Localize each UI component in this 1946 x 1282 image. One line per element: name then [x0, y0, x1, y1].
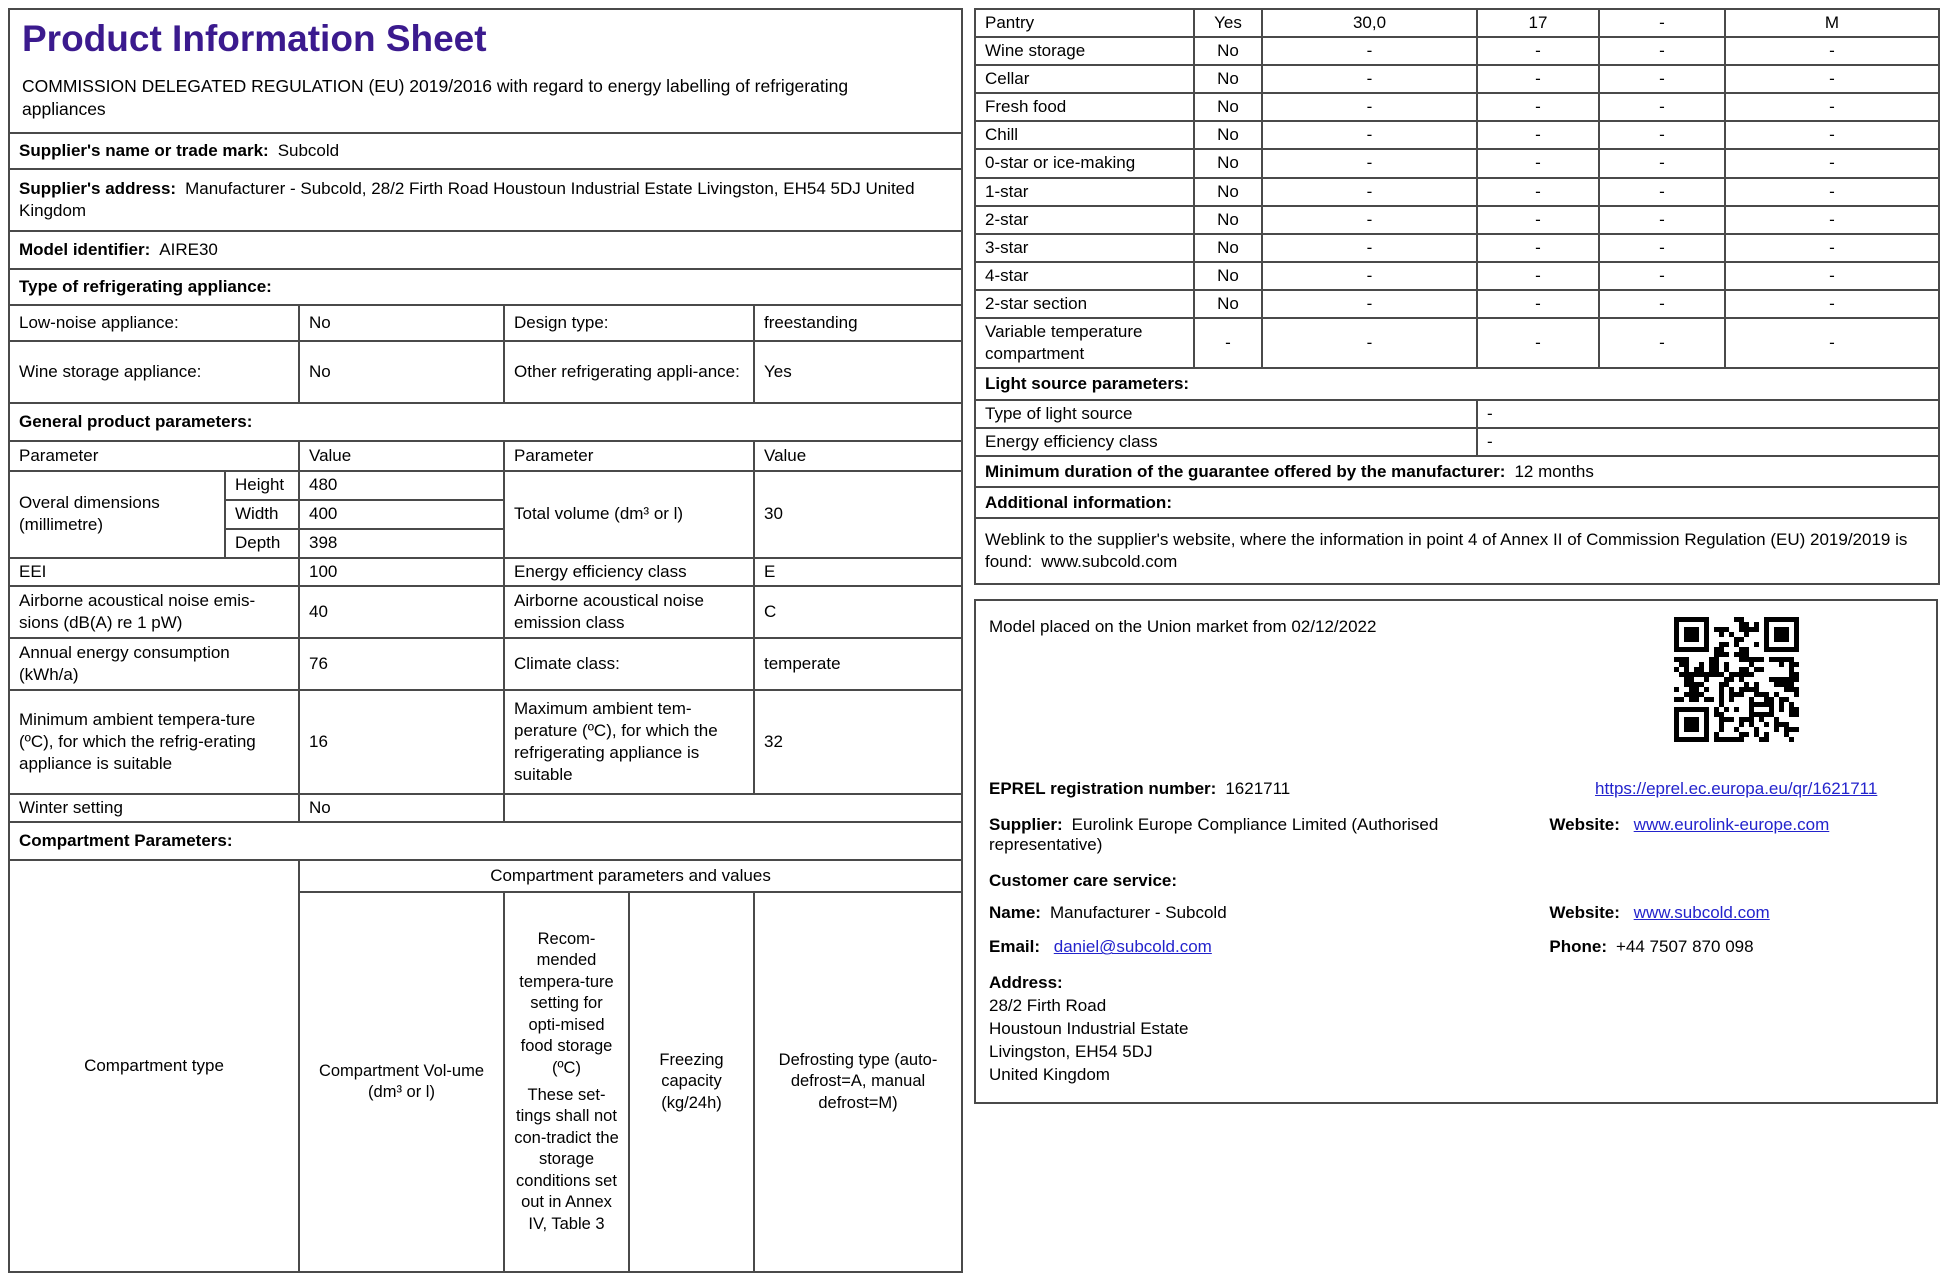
- compartment-freezing: -: [1599, 206, 1725, 234]
- eurolink-website: [1549, 815, 1923, 855]
- min-ambient-value: 16: [299, 690, 504, 794]
- supplier-address-value: Manufacturer - Subcold, 28/2 Firth Road Houstoun Industrial Estate Livingston, EH54 5DJ United Kingdom: [19, 178, 915, 220]
- table-row: [9, 305, 962, 341]
- product-info-table: [8, 8, 963, 1273]
- table-row: [9, 586, 962, 638]
- compartment-defrost: -: [1725, 178, 1939, 206]
- general-heading: General product parameters:: [9, 403, 962, 441]
- compartment-name: 2-star: [975, 206, 1194, 234]
- supplier-name-row: [9, 133, 962, 169]
- table-row: [9, 794, 962, 822]
- title-cell: [9, 9, 962, 133]
- phone-label: Phone:: [1549, 937, 1607, 957]
- address-line: Livingston, EH54 5DJ: [989, 1042, 1153, 1062]
- weblink-label: Weblink to the supplier's website, where the information in point 4 of Annex II of Commission Regulation (EU) 2019/2019 is found:: [985, 530, 1908, 572]
- compartment-temp: -: [1477, 318, 1599, 368]
- max-ambient-label: Maximum ambient tem-perature (ºC), for which the refrigerating appliance is suitable: [504, 690, 754, 794]
- regulation-text: COMMISSION DELEGATED REGULATION (EU) 2019/2016 with regard to energy labelling of refrigerating appliances: [22, 75, 849, 120]
- supplier-representative: [989, 815, 1549, 855]
- compartment-freezing: -: [1599, 9, 1725, 37]
- compartment-name: Pantry: [975, 9, 1194, 37]
- model-identifier-value: AIRE30: [159, 239, 218, 259]
- low-noise-label: Low-noise appliance:: [9, 305, 299, 341]
- compartment-freezing: -: [1599, 318, 1725, 368]
- table-row: [975, 121, 1939, 149]
- compartment-present: No: [1194, 178, 1262, 206]
- light-class-label: Energy efficiency class: [975, 428, 1477, 456]
- light-class-value: -: [1477, 428, 1939, 456]
- compartment-temp: -: [1477, 234, 1599, 262]
- recommended-temp-header-part2: These set-tings shall not con-tradict the storage conditions set out in Annex IV, Table 3: [514, 1085, 619, 1233]
- light-type-label: Type of light source: [975, 400, 1477, 428]
- address-line: United Kingdom: [989, 1065, 1110, 1085]
- compartment-name: Chill: [975, 121, 1194, 149]
- freezing-capacity-header: Freezing capacity (kg/24h): [629, 892, 754, 1272]
- column-header-parameter: Parameter: [504, 441, 754, 471]
- table-row: [975, 149, 1939, 177]
- compartment-heading-row: [9, 822, 962, 860]
- guarantee-value: 12 months: [1514, 461, 1594, 481]
- title-row: [9, 9, 962, 133]
- compartment-volume: -: [1262, 234, 1477, 262]
- table-row: [975, 318, 1939, 368]
- compartment-defrost: -: [1725, 65, 1939, 93]
- noise-value: 40: [299, 586, 504, 638]
- eurolink-website-link[interactable]: www.eurolink-europe.com: [1633, 815, 1830, 835]
- placed-on-market-text: Model placed on the Union market from 02/12/2022: [989, 617, 1377, 637]
- type-heading-row: [9, 269, 962, 305]
- page-title: Product Information Sheet: [22, 18, 487, 59]
- compartment-name: 1-star: [975, 178, 1194, 206]
- eprel-link[interactable]: https://eprel.ec.europa.eu/qr/1621711: [1595, 779, 1878, 799]
- right-column: [974, 8, 1938, 1104]
- eprel-value: 1621711: [1225, 779, 1291, 799]
- table-row: [9, 471, 962, 500]
- other-appliance-label: Other refrigerating appli-ance:: [504, 341, 754, 403]
- noise-class-label: Airborne acoustical noise emission class: [504, 586, 754, 638]
- depth-value: 398: [299, 529, 504, 558]
- compartment-volume: -: [1262, 206, 1477, 234]
- energy-class-value: E: [754, 558, 962, 586]
- table-row: [975, 206, 1939, 234]
- total-volume-label: Total volume (dm³ or l): [504, 471, 754, 558]
- additional-info-heading: Additional information:: [975, 487, 1939, 518]
- energy-class-label: Energy efficiency class: [504, 558, 754, 586]
- guarantee-row: [975, 456, 1939, 487]
- supplier-name-label: Supplier's name or trade mark:: [19, 140, 269, 160]
- website-label: Website:: [1549, 815, 1620, 835]
- type-heading: Type of refrigerating appliance:: [9, 269, 962, 305]
- dimensions-label: Overal dimensions (millimetre): [9, 471, 225, 558]
- table-row: [975, 234, 1939, 262]
- customer-care-heading: Customer care service:: [989, 871, 1178, 891]
- compartment-present: No: [1194, 93, 1262, 121]
- compartment-present: No: [1194, 121, 1262, 149]
- table-row: [975, 400, 1939, 428]
- address-label: Address:: [989, 973, 1063, 993]
- width-value: 400: [299, 500, 504, 529]
- table-row: [975, 37, 1939, 65]
- compartment-freezing: -: [1599, 290, 1725, 318]
- defrosting-type-header: Defrosting type (auto-defrost=A, manual defrost=M): [754, 892, 962, 1272]
- noise-label: Airborne acoustical noise emis-sions (dB(A) re 1 pW): [9, 586, 299, 638]
- compartment-name: 2-star section: [975, 290, 1194, 318]
- address-line: Houstoun Industrial Estate: [989, 1019, 1189, 1039]
- table-row: [975, 262, 1939, 290]
- compartment-defrost: -: [1725, 93, 1939, 121]
- table-row: [975, 178, 1939, 206]
- supplier-name-value: Subcold: [277, 140, 340, 160]
- column-header-parameter: Parameter: [9, 441, 299, 471]
- table-row: [9, 558, 962, 586]
- annual-energy-value: 76: [299, 638, 504, 690]
- recommended-temp-header-part1: Recom-mended tempera-ture setting for opti-mised food storage (ºC): [519, 929, 614, 1077]
- compartment-present: No: [1194, 234, 1262, 262]
- supplier-address-label: Supplier's address:: [19, 178, 177, 198]
- compartment-present: Yes: [1194, 9, 1262, 37]
- compartment-volume-header: Compartment Vol-ume (dm³ or l): [299, 892, 504, 1272]
- left-column: [8, 8, 961, 1273]
- compartment-temp: 17: [1477, 9, 1599, 37]
- compartment-volume: -: [1262, 178, 1477, 206]
- compartment-defrost: -: [1725, 318, 1939, 368]
- compartment-freezing: -: [1599, 37, 1725, 65]
- width-label: Width: [225, 500, 299, 529]
- model-identifier-label: Model identifier:: [19, 239, 151, 259]
- compartment-temp: -: [1477, 149, 1599, 177]
- supplier-address-row: [9, 169, 962, 231]
- compartment-freezing: -: [1599, 234, 1725, 262]
- wine-storage-value: No: [299, 341, 504, 403]
- weblink-row: [975, 518, 1939, 584]
- compartment-name: 0-star or ice-making: [975, 149, 1194, 177]
- weblink-cell: [975, 518, 1939, 584]
- compartment-defrost: -: [1725, 37, 1939, 65]
- table-row: [9, 341, 962, 403]
- design-type-value: freestanding: [754, 305, 962, 341]
- compartment-name: Cellar: [975, 65, 1194, 93]
- compartment-present: No: [1194, 37, 1262, 65]
- care-name: [989, 903, 1549, 923]
- compartment-temp: -: [1477, 93, 1599, 121]
- winter-setting-label: Winter setting: [9, 794, 299, 822]
- column-header-value: Value: [299, 441, 504, 471]
- name-label: Name:: [989, 903, 1041, 923]
- compartment-volume: -: [1262, 318, 1477, 368]
- design-type-label: Design type:: [504, 305, 754, 341]
- phone-value: +44 7507 870 098: [1616, 937, 1754, 957]
- compartment-defrost: M: [1725, 9, 1939, 37]
- compartment-temp: -: [1477, 37, 1599, 65]
- light-source-heading-row: [975, 368, 1939, 400]
- compartment-volume: -: [1262, 262, 1477, 290]
- table-row: [975, 9, 1939, 37]
- compartment-present: No: [1194, 290, 1262, 318]
- supplier-label: Supplier:: [989, 815, 1063, 835]
- compartment-temp: -: [1477, 290, 1599, 318]
- low-noise-value: No: [299, 305, 504, 341]
- compartment-volume: -: [1262, 290, 1477, 318]
- table-row: [975, 93, 1939, 121]
- compartment-present: No: [1194, 262, 1262, 290]
- compartment-present: -: [1194, 318, 1262, 368]
- climate-class-value: temperate: [754, 638, 962, 690]
- guarantee-cell: [975, 456, 1939, 487]
- market-info-box: [974, 599, 1938, 1104]
- compartment-volume: -: [1262, 93, 1477, 121]
- compartment-temp: -: [1477, 262, 1599, 290]
- compartment-present: No: [1194, 149, 1262, 177]
- supplier-address-cell: [9, 169, 962, 231]
- compartment-defrost: -: [1725, 206, 1939, 234]
- general-heading-row: [9, 403, 962, 441]
- compartment-freezing: -: [1599, 178, 1725, 206]
- qr-code-icon: [1674, 617, 1799, 747]
- table-row: [975, 65, 1939, 93]
- subcold-website: [1549, 903, 1923, 923]
- compartment-temp: -: [1477, 65, 1599, 93]
- min-ambient-label: Minimum ambient tempera-ture (ºC), for which the refrig-erating appliance is suitable: [9, 690, 299, 794]
- compartment-type-header: Compartment type: [9, 860, 299, 1272]
- compartment-volume: 30,0: [1262, 9, 1477, 37]
- wine-storage-label: Wine storage appliance:: [9, 341, 299, 403]
- website-label: Website:: [1549, 903, 1620, 923]
- email-label: Email:: [989, 937, 1041, 957]
- care-phone: [1549, 937, 1923, 957]
- winter-setting-value: No: [299, 794, 504, 822]
- compartment-volume: -: [1262, 149, 1477, 177]
- compartment-freezing: -: [1599, 121, 1725, 149]
- compartment-name: 3-star: [975, 234, 1194, 262]
- compartment-freezing: -: [1599, 149, 1725, 177]
- additional-info-heading-row: [975, 487, 1939, 518]
- climate-class-label: Climate class:: [504, 638, 754, 690]
- compartment-span-header: Compartment parameters and values: [299, 860, 962, 892]
- table-row: [975, 290, 1939, 318]
- light-source-heading: Light source parameters:: [975, 368, 1939, 400]
- eei-value: 100: [299, 558, 504, 586]
- table-row: [975, 428, 1939, 456]
- table-row: [9, 690, 962, 794]
- compartment-present: No: [1194, 206, 1262, 234]
- compartment-temp: -: [1477, 178, 1599, 206]
- compartment-defrost: -: [1725, 121, 1939, 149]
- care-email: [989, 937, 1549, 957]
- guarantee-label: Minimum duration of the guarantee offered by the manufacturer:: [985, 461, 1506, 481]
- empty-cell: [504, 794, 962, 822]
- weblink-value: www.subcold.com: [1041, 552, 1178, 572]
- compartment-name: 4-star: [975, 262, 1194, 290]
- address-line: 28/2 Firth Road: [989, 996, 1107, 1016]
- light-type-value: -: [1477, 400, 1939, 428]
- model-identifier-row: [9, 231, 962, 269]
- supplier-value: Eurolink Europe Compliance Limited (Authorised representative): [989, 815, 1439, 855]
- eprel-registration: [989, 779, 1549, 799]
- compartment-present: No: [1194, 65, 1262, 93]
- name-value: Manufacturer - Subcold: [1049, 903, 1227, 923]
- noise-class-value: C: [754, 586, 962, 638]
- other-appliance-value: Yes: [754, 341, 962, 403]
- compartment-freezing: -: [1599, 65, 1725, 93]
- compartment-temp: -: [1477, 121, 1599, 149]
- compartment-span-header-row: [9, 860, 962, 892]
- compartment-volume: -: [1262, 65, 1477, 93]
- compartment-name: Variable temperature compartment: [975, 318, 1194, 368]
- depth-label: Depth: [225, 529, 299, 558]
- compartment-defrost: -: [1725, 262, 1939, 290]
- compartment-volume: -: [1262, 37, 1477, 65]
- height-label: Height: [225, 471, 299, 500]
- subcold-website-link[interactable]: www.subcold.com: [1633, 903, 1770, 923]
- compartment-freezing: -: [1599, 262, 1725, 290]
- eprel-label: EPREL registration number:: [989, 779, 1217, 799]
- model-identifier-cell: [9, 231, 962, 269]
- max-ambient-value: 32: [754, 690, 962, 794]
- compartment-defrost: -: [1725, 290, 1939, 318]
- email-link[interactable]: daniel@subcold.com: [1053, 937, 1212, 957]
- compartment-freezing: -: [1599, 93, 1725, 121]
- compartment-name: Fresh food: [975, 93, 1194, 121]
- compartment-volume: -: [1262, 121, 1477, 149]
- compartment-defrost: -: [1725, 149, 1939, 177]
- annual-energy-label: Annual energy consumption (kWh/a): [9, 638, 299, 690]
- param-header-row: [9, 441, 962, 471]
- column-header-value: Value: [754, 441, 962, 471]
- table-row: [9, 638, 962, 690]
- recommended-temp-header: [504, 892, 629, 1272]
- compartment-heading: Compartment Parameters:: [9, 822, 962, 860]
- compartment-name: Wine storage: [975, 37, 1194, 65]
- compartment-temp: -: [1477, 206, 1599, 234]
- compartment-values-table: [974, 8, 1940, 585]
- compartment-defrost: -: [1725, 234, 1939, 262]
- supplier-name-cell: [9, 133, 962, 169]
- eei-label: EEI: [9, 558, 299, 586]
- total-volume-value: 30: [754, 471, 962, 558]
- height-value: 480: [299, 471, 504, 500]
